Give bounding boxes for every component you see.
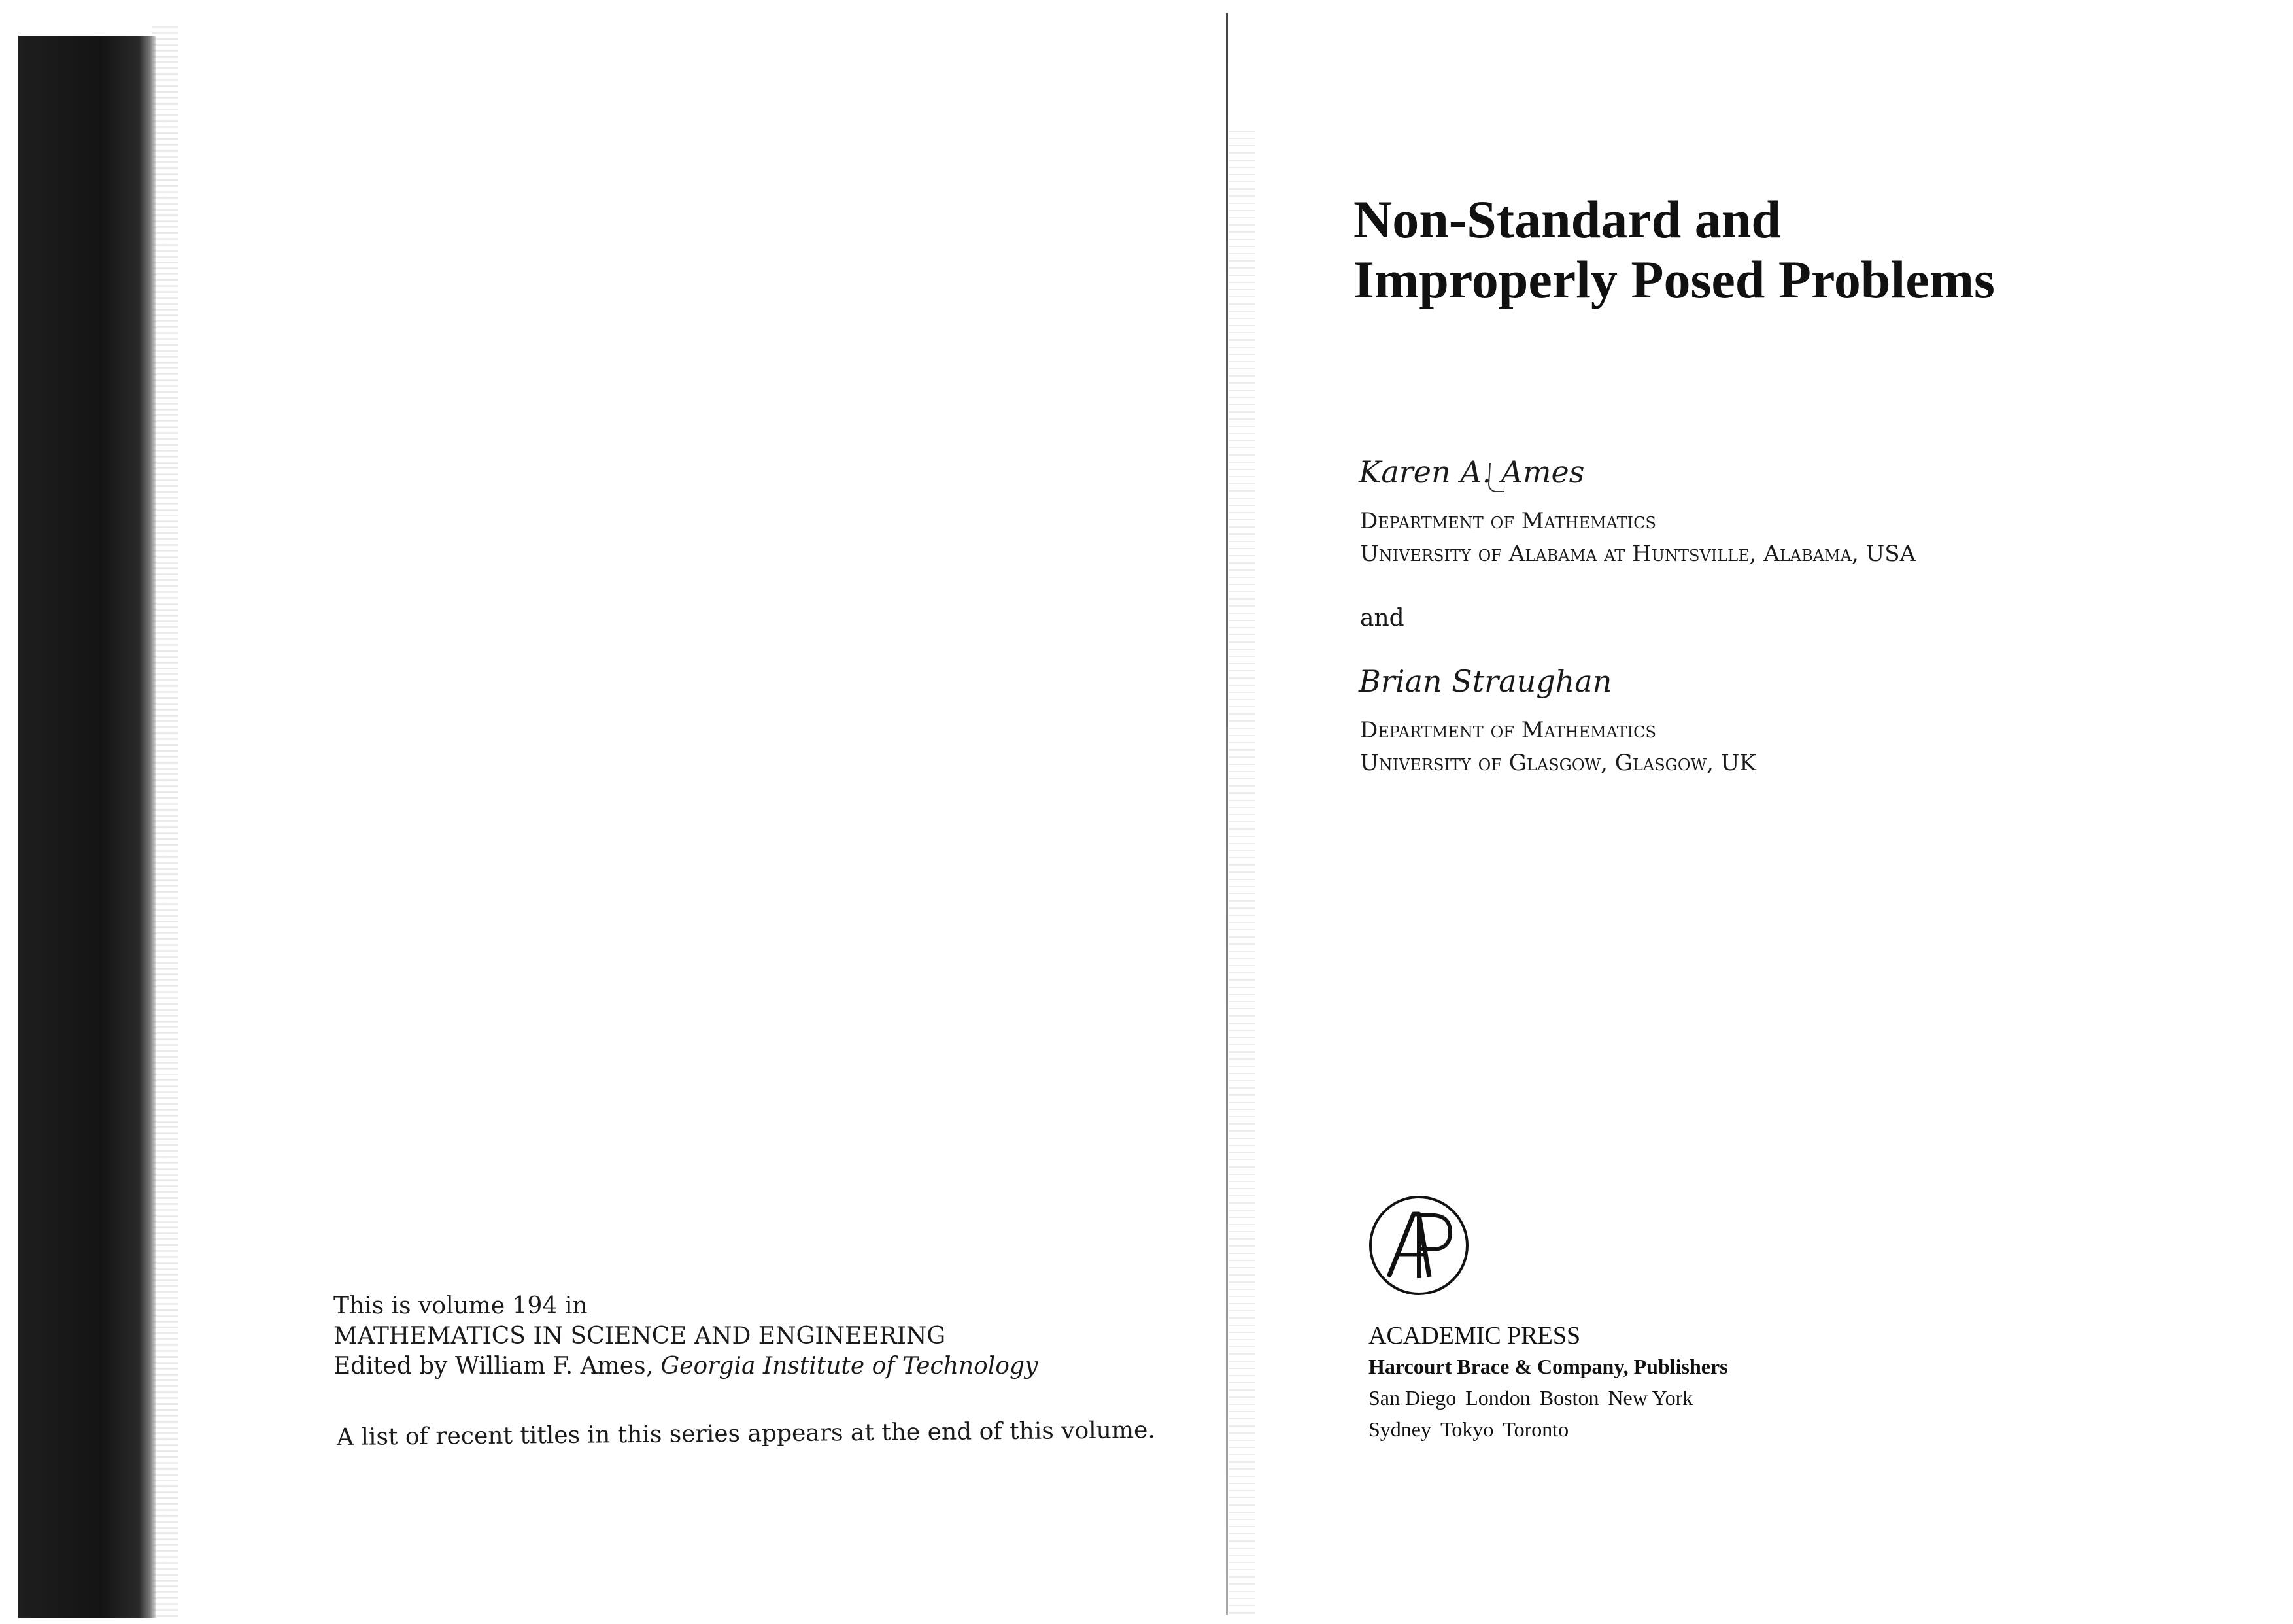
author-1-department: Department of Mathematics bbox=[1360, 508, 1656, 534]
series-volume-line: This is volume 194 in bbox=[333, 1293, 588, 1319]
page-gutter bbox=[1226, 13, 1228, 1615]
academic-press-logo-icon bbox=[1367, 1193, 1471, 1298]
city: Sydney bbox=[1368, 1417, 1431, 1441]
series-editor-line bbox=[333, 1351, 1183, 1381]
binding-edge bbox=[152, 26, 178, 1621]
author-1-affiliation bbox=[1360, 505, 1916, 570]
series-editor: Edited by William F. Ames, bbox=[333, 1353, 661, 1379]
series-info bbox=[333, 1291, 1183, 1381]
author-2-university: University of Glasgow, Glasgow, UK bbox=[1360, 750, 1756, 776]
city: Boston bbox=[1539, 1386, 1599, 1410]
binding-shadow bbox=[18, 36, 156, 1618]
title-line-1: Non-Standard and bbox=[1353, 190, 1781, 249]
publisher-cities-line-1 bbox=[1368, 1382, 1728, 1413]
author-1-university: University of Alabama at Huntsville, Alabama, USA bbox=[1360, 541, 1916, 567]
author-2-department: Department of Mathematics bbox=[1360, 717, 1656, 743]
city: San Diego bbox=[1368, 1386, 1457, 1410]
author-1-name: Karen A. Ames bbox=[1359, 454, 1585, 490]
publisher-info bbox=[1368, 1321, 1728, 1445]
author-2-affiliation bbox=[1360, 714, 1756, 779]
city: London bbox=[1465, 1386, 1531, 1410]
pen-mark-icon bbox=[1481, 458, 1507, 510]
and-separator: and bbox=[1360, 605, 1404, 632]
gutter-fade bbox=[1229, 131, 1255, 1615]
publisher-cities-line-2 bbox=[1368, 1413, 1728, 1445]
book-title bbox=[1353, 190, 1995, 310]
city: Tokyo bbox=[1440, 1417, 1494, 1441]
title-line-2: Improperly Posed Problems bbox=[1353, 250, 1995, 309]
publisher-name: ACADEMIC PRESS bbox=[1368, 1322, 1581, 1349]
publisher-company: Harcourt Brace & Company, Publishers bbox=[1368, 1355, 1728, 1378]
series-editor-affiliation: Georgia Institute of Technology bbox=[660, 1353, 1038, 1379]
series-note: A list of recent titles in this series appears at the end of this volume. bbox=[336, 1417, 1155, 1451]
city: Toronto bbox=[1503, 1417, 1569, 1441]
city: New York bbox=[1608, 1386, 1693, 1410]
series-name: MATHEMATICS IN SCIENCE AND ENGINEERING bbox=[333, 1323, 946, 1349]
author-2-name: Brian Straughan bbox=[1359, 664, 1612, 699]
